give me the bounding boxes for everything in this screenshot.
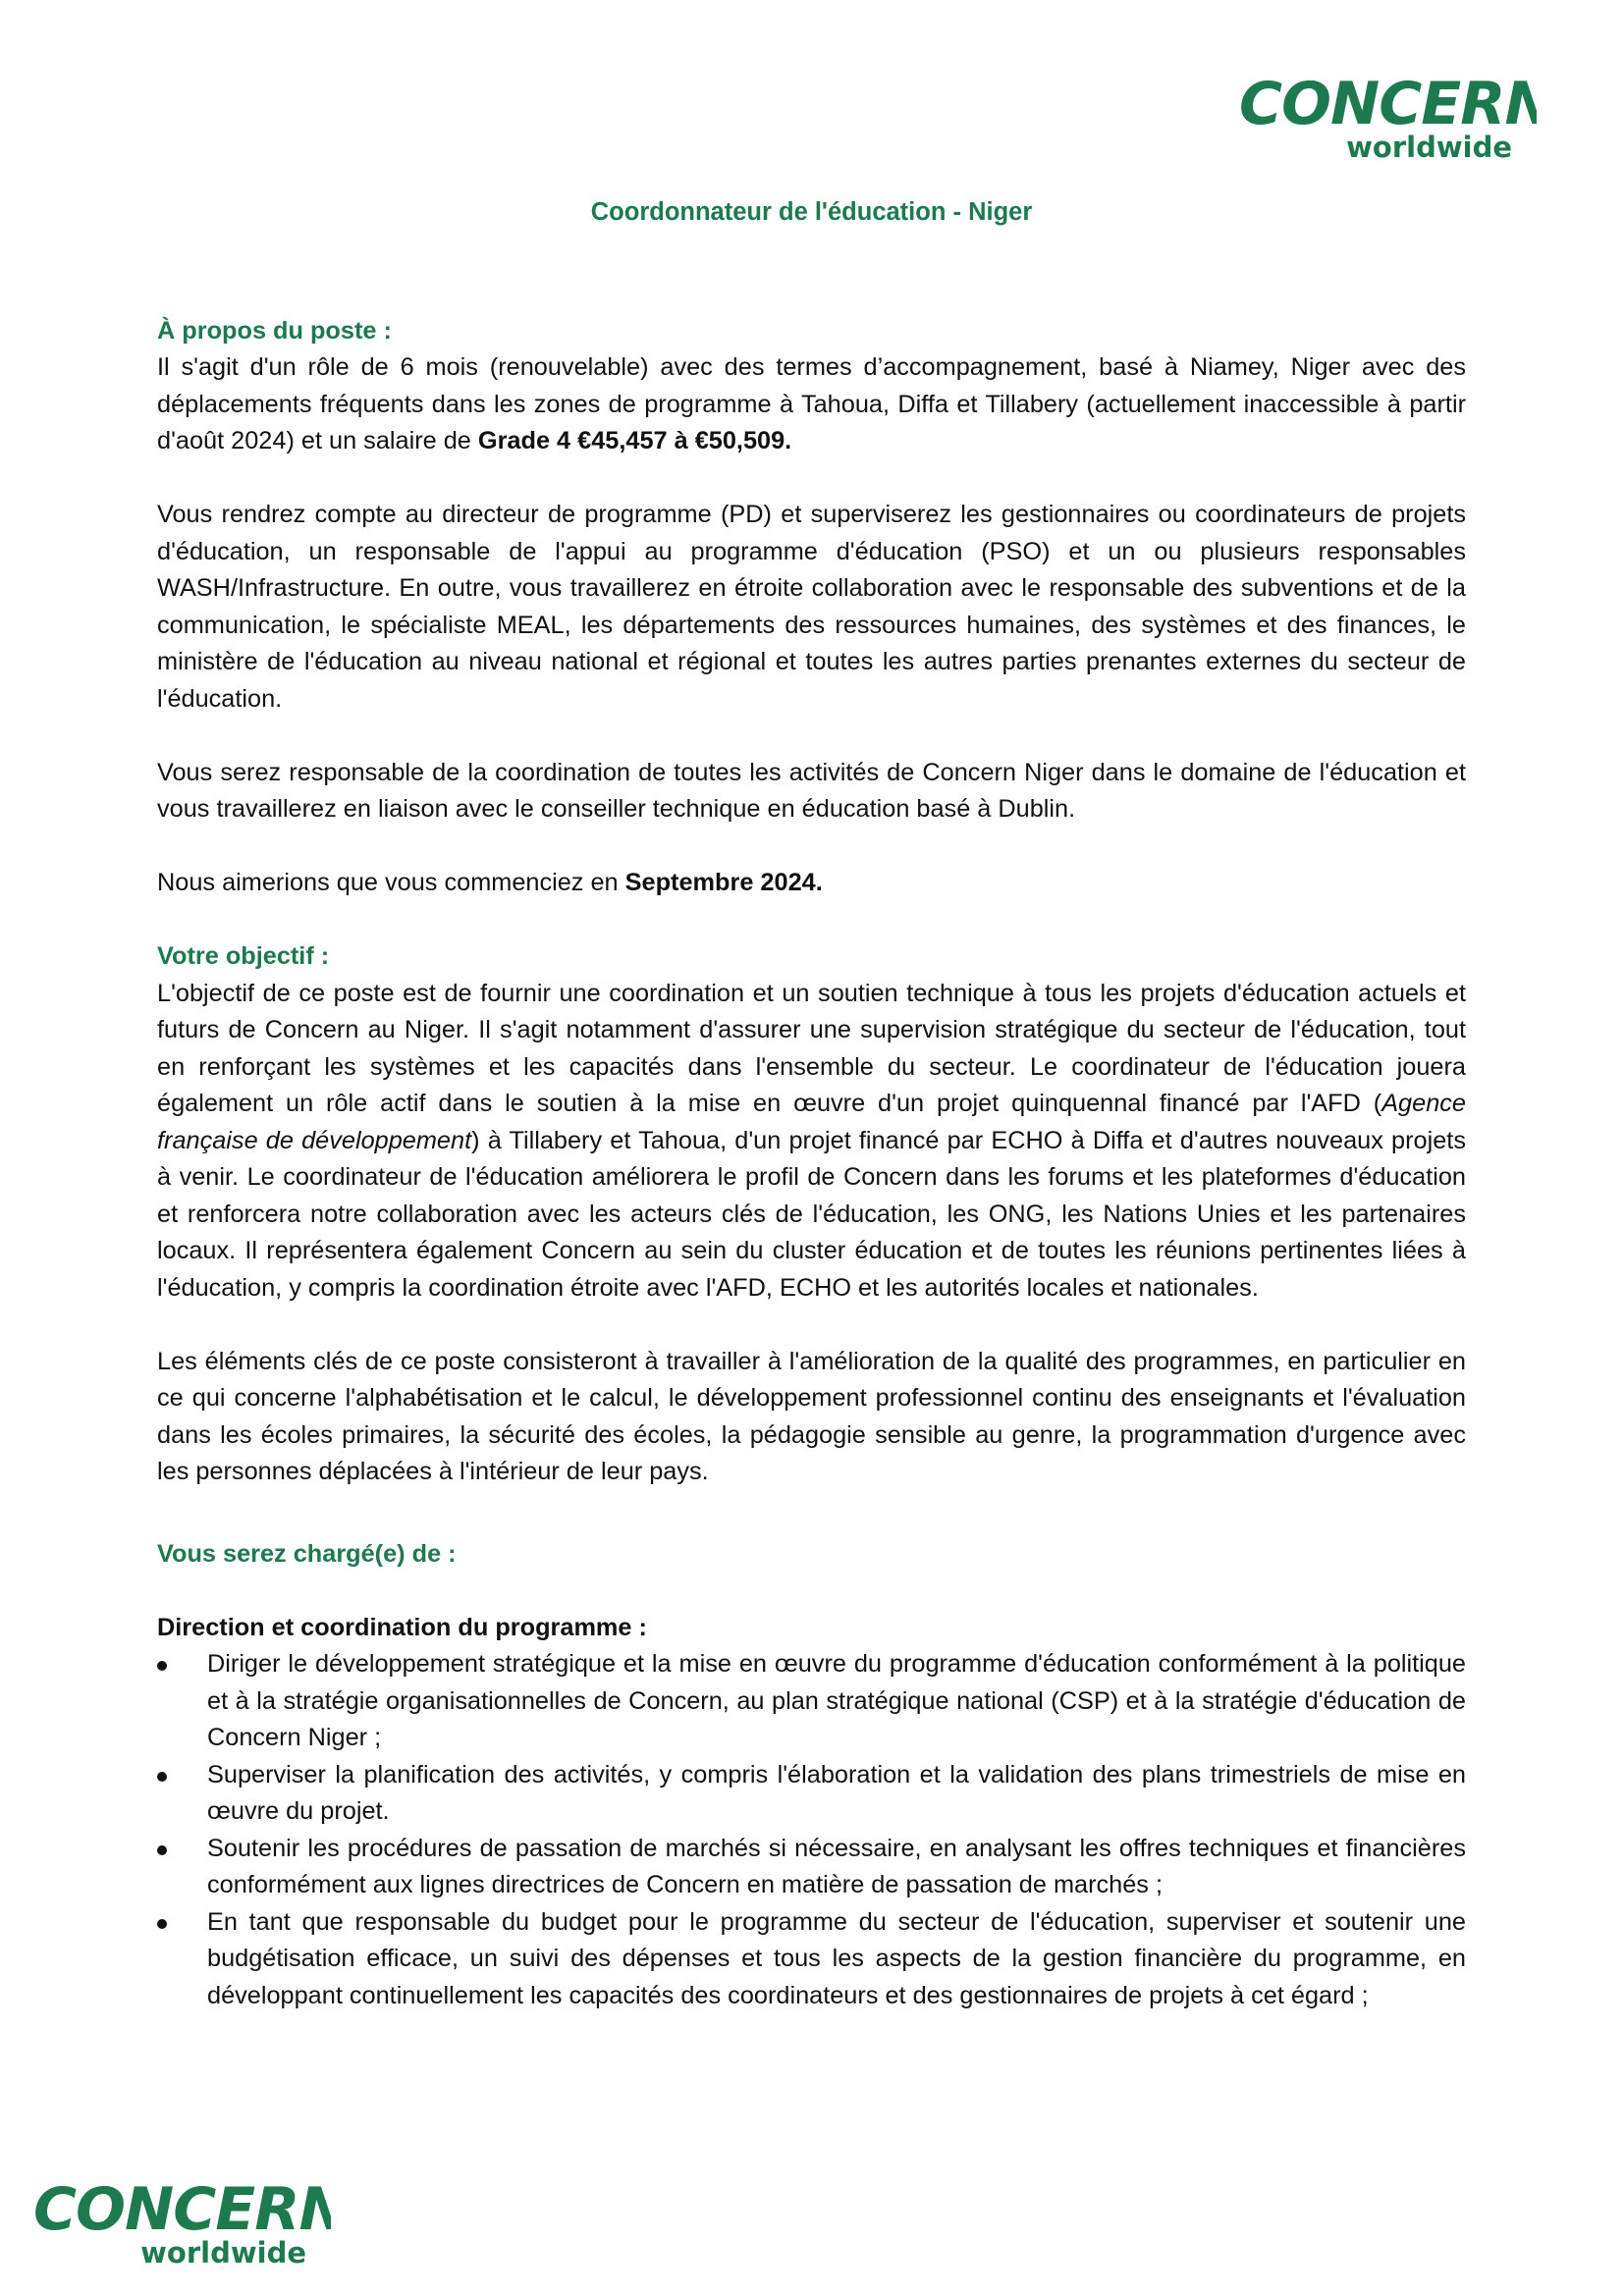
responsibilities-list [157,1646,1466,2014]
logo-subtitle: worldwide [140,2236,306,2269]
bullet-icon [157,1772,167,1782]
list-item-text: Soutenir les procédures de passation de marchés si nécessaire, en analysant les offres techniques et financières conformément aux lignes directrices de Concern en matière de passation de marchés ; [207,1834,1466,1898]
document-body [157,194,1466,2014]
bullet-icon [157,1845,167,1855]
about-p1-text: Il s'agit d'un rôle de 6 mois (renouvelable) avec des termes d’accompagnement, basé à Niamey, Niger avec des déplacements fréquents dans les zones de programme à Tahoua, Diffa et Tillabery (actuellement inaccessible à partir d'août 2024) et un salaire de [157,353,1466,454]
logo-subtitle: worldwide [1346,131,1512,164]
objective-p1-a: L'objectif de ce poste est de fournir une coordination et un soutien technique à tous les projets d'éducation actuels et futurs de Concern au Niger. Il s'agit notamment d'assurer une supervision stratégique du secteur de l'éducation, tout en renforçant les systèmes et les capacités dans l'ensemble du secteur. Le coordinateur de l'éducation jouera également un rôle actif dans le soutien à la mise en œuvre d'un projet quinquennal financé par l'AFD ( [157,979,1466,1117]
logo-wordmark: CONCERN [1239,70,1537,138]
about-paragraph-4 [157,865,1466,902]
list-item-text: En tant que responsable du budget pour le programme du secteur de l'éducation, superviser et soutenir une budgétisation efficace, un suivi des dépenses et tous les aspects de la gestion financière du programme, en développant continuellement les capacités des coordinateurs et des gestionnaires de projets à cet égard ; [207,1907,1466,2009]
list-item-text: Diriger le développement stratégique et la mise en œuvre du programme d'éducation conformément à la politique et à la stratégie organisationnelles de Concern, au plan stratégique national (CSP) et à la stratégie d'éducation de Concern Niger ; [207,1650,1466,1751]
start-text: Nous aimerions que vous commenciez en [157,869,625,896]
list-item-text: Superviser la planification des activités, y compris l'élaboration et la validation des plans trimestriels de mise en œuvre du projet. [207,1760,1466,1825]
about-paragraph-2: Vous rendrez compte au directeur de programme (PD) et superviserez les gestionnaires ou coordinateurs de projets d'éducation, un responsable de l'appui au programme d'éducation (PSO) et un ou plusieurs responsables WASH/Infrastructure. En outre, vous travaillerez en étroite collaboration avec le responsable des subventions et de la communication, le spécialiste MEAL, les départements des ressources humaines, des systèmes et des finances, le ministère de l'éducation au niveau national et régional et toutes les autres parties prenantes externes du secteur de l'éducation. [157,501,1466,713]
about-heading: À propos du poste : [157,316,392,345]
responsibilities-subheading: Direction et coordination du programme : [157,1613,647,1641]
bullet-icon [157,1919,167,1929]
objective-p1-b: ) à Tillabery et Tahoua, d'un projet financé par ECHO à Diffa et d'autres nouveaux projets à venir. Le coordinateur de l'éducation améliorera le profil de Concern dans les forums et les plateformes d'éducation et renforcera notre collaboration avec les acteurs clés de l'éducation, les ONG, les Nations Unies et les partenaires locaux. Il représentera également Concern au sein du cluster éducation et de toutes les réunions pertinentes liées à l'éducation, y compris la coordination étroite avec l'AFD, ECHO et les autorités locales et nationales. [157,1126,1466,1302]
start-date: Septembre 2024. [624,869,823,896]
about-paragraph-3: Vous serez responsable de la coordination de toutes les activités de Concern Niger dans le domaine de l'éducation et vous travaillerez en liaison avec le conseiller technique en éducation basé à Dublin. [157,758,1466,823]
list-item [157,1831,1466,1904]
afd-name: Agence française de développement [157,1090,1466,1154]
list-item [157,1757,1466,1831]
objective-paragraph-1 [157,976,1466,1308]
about-paragraph-1 [157,349,1466,460]
concern-worldwide-logo [1218,39,1537,182]
responsibilities-heading: Vous serez chargé(e) de : [157,1539,457,1568]
objective-heading: Votre objectif : [157,942,330,970]
salary-grade: Grade 4 €45,457 à €50,509. [477,427,792,454]
objective-paragraph-2: Les éléments clés de ce poste consisteront à travailler à l'amélioration de la qualité des programmes, en particulier en ce qui concerne l'alphabétisation et le calcul, le développement professionnel continu des enseignants et l'évaluation dans les écoles primaires, la sécurité des écoles, la pédagogie sensible au genre, la programmation d'urgence avec les personnes déplacées à l'intérieur de leur pays. [157,1347,1466,1485]
bullet-icon [157,1661,167,1671]
logo-wordmark: CONCERN [33,2175,331,2244]
list-item [157,1904,1466,2015]
concern-worldwide-logo-footer [12,2145,331,2287]
list-item [157,1646,1466,1757]
page-title: Coordonnateur de l'éducation - Niger [590,198,1033,226]
